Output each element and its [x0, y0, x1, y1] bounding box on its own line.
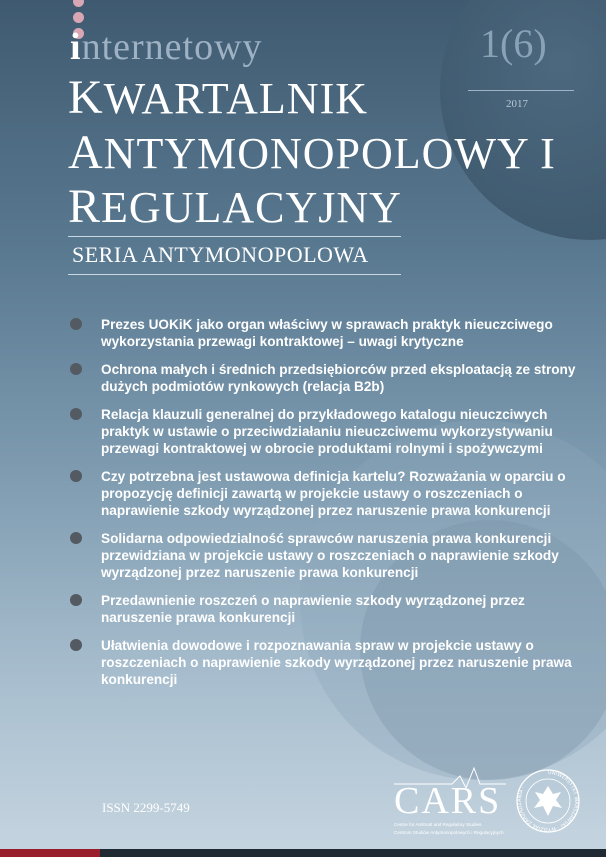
list-item	[70, 637, 590, 688]
article-title: Przedawnienie roszczeń o naprawienie szkody wyrządzonej przez naruszenie prawa konkurencji	[101, 593, 525, 625]
title-line-1	[68, 71, 369, 124]
issue-divider	[468, 90, 574, 91]
cars-name: CARS	[394, 780, 502, 822]
series-label: SERIA ANTYMONOPOLOWA	[68, 236, 401, 275]
article-list	[70, 316, 590, 699]
title-initial: K	[68, 71, 104, 124]
list-item	[70, 406, 590, 457]
bullet-icon	[70, 594, 82, 606]
title-initial: A	[68, 126, 104, 179]
cars-subtitle-pl: Centrum Studiów Antymonopolowych i Regulacyjnych	[394, 830, 504, 835]
bullet-icon	[70, 318, 82, 330]
cars-logo-icon	[394, 766, 506, 836]
title-text: WARTALNIK	[103, 74, 369, 123]
issn-number: ISSN 2299-5749	[102, 800, 190, 815]
brand-internetowy	[70, 25, 263, 69]
article-title: Prezes UOKiK jako organ właściwy w sprawach praktyk nieuczciwego wykorzystania przewagi kontraktowej – uwagi krytyczne	[101, 317, 553, 349]
issue-year: 2017	[506, 98, 528, 110]
list-item	[70, 468, 590, 519]
article-title: Ochrona małych i średnich przedsiębiorców przed eksploatacją ze strony dużych podmiotów rynkowych (relacja B2b)	[101, 362, 576, 394]
title-line-3	[68, 180, 402, 233]
bullet-icon	[70, 532, 82, 544]
title-initial: R	[68, 180, 102, 233]
svg-text:UNIWERSYTET WARSZAWSKI · WYDZI: UNIWERSYTET WARSZAWSKI · WYDZIAŁ ZARZĄDZANIA ·	[516, 769, 580, 833]
article-title: Ułatwienia dowodowe i rozpoznawania spraw w projekcie ustawy o roszczeniach o naprawienie szkody wyrządzonej przez naruszenie prawa konkurencji	[101, 638, 572, 687]
list-item	[70, 361, 590, 395]
brand-word: nternetowy	[81, 26, 263, 68]
bullet-icon	[70, 639, 82, 651]
title-line-2	[68, 126, 556, 179]
university-seal-icon	[515, 768, 581, 834]
bottom-accent-bar	[0, 849, 100, 857]
cars-subtitle-en: Centre for Antitrust and Regulatory Studies	[394, 822, 482, 827]
article-title: Relacja klauzuli generalnej do przykładowego katalogu nieuczciwych praktyk w ustawie o przeciwdziałaniu nieuczciwemu wykorzystywaniu przewagi kontraktowej w obrocie produktami rolnymi i spożywczymi	[101, 407, 553, 456]
list-item	[70, 530, 590, 581]
article-title: Solidarna odpowiedzialność sprawców naruszenia prawa konkurencji przewidziana w projekcie ustawy o roszczeniach o naprawienie szkody wyrządzonej przez naruszenie prawa konkurencji	[101, 531, 559, 580]
title-text: NTYMONOPOLOWY I	[103, 129, 556, 178]
accent-dot	[73, 12, 84, 23]
accent-dot	[73, 0, 84, 7]
bullet-icon	[70, 470, 82, 482]
heartbeat-line-icon	[394, 766, 506, 788]
article-title: Czy potrzebna jest ustawowa definicja kartelu? Rozważania w oparciu o propozycję definicji zawartą w projekcie ustawy o roszczeniach o naprawienie szkody wyrządzonej przez naruszenie prawa konkurencji	[101, 469, 566, 518]
list-item	[70, 316, 590, 350]
title-text: EGULACYJNY	[101, 183, 402, 232]
list-item	[70, 592, 590, 626]
bullet-icon	[70, 408, 82, 420]
bullet-icon	[70, 363, 82, 375]
issue-number: 1(6)	[480, 21, 547, 66]
brand-prefix-letter: i	[70, 26, 82, 68]
